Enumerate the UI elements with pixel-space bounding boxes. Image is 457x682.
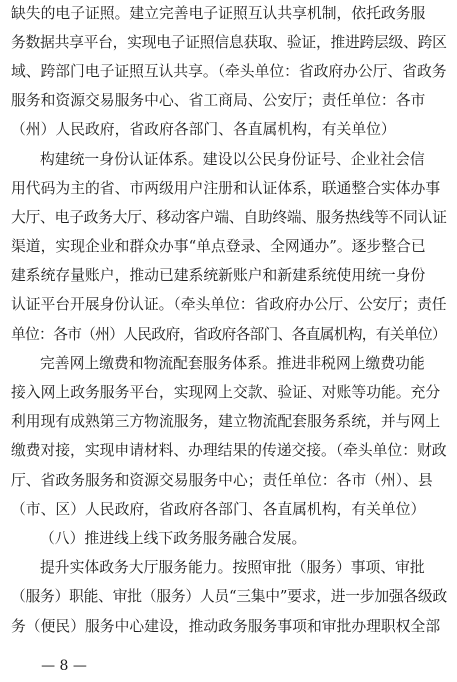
text-line: 接入网上政务服务平台，实现网上交款、验证、对账等功能。充分 bbox=[11, 384, 441, 401]
text-line: 利用现有成熟第三方物流服务，建立物流配套服务系统，并与网上 bbox=[11, 413, 441, 430]
text-line: 域、跨部门电子证照互认共享。（牵头单位：省政府办公厅、省政务 bbox=[11, 63, 447, 80]
text-line: （服务）职能、审批（服务）人员“三集中”要求，进一步加强各级政 bbox=[11, 588, 447, 605]
paragraph-heading-line: 构建统一身份认证体系。建设以公民身份证号、企业社会信 bbox=[40, 151, 425, 168]
text-line: 大厅、电子政务大厅、移动客户端、自助终端、服务热线等不同认证 bbox=[11, 209, 447, 226]
text-line: 服务和资源交易服务中心、省工商局、公安厅；责任单位：各市 bbox=[11, 92, 426, 109]
text-line: 认证平台开展身份认证。（牵头单位：省政府办公厅、公安厅；责任 bbox=[11, 296, 447, 313]
paragraph-heading-line: 完善网上缴费和物流配套服务体系。推进非税网上缴费功能 bbox=[40, 355, 425, 372]
text-line: 务数据共享平台，实现电子证照信息获取、验证，推进跨层级、跨区 bbox=[11, 34, 447, 51]
page-number: — 8 — bbox=[41, 658, 87, 674]
text-line: 厅、省政务服务和资源交易服务中心；责任单位：各市（州）、县 bbox=[11, 472, 433, 489]
paragraph-heading-line: 提升实体政务大厅服务能力。按照审批（服务）事项、审批 bbox=[40, 559, 425, 576]
text-line: （市、区）人民政府，省政府各部门、各直属机构，有关单位） bbox=[11, 501, 426, 518]
text-line: 用代码为主的省、市两级用户注册和认证体系，联通整合实体办事 bbox=[11, 180, 441, 197]
text-line: 渠道，实现企业和群众办事“单点登录、全网通办”。逐步整合已 bbox=[11, 238, 426, 255]
text-line: 务（便民）服务中心建设，推动政务服务事项和审批办理职权全部 bbox=[11, 618, 441, 635]
text-line: 单位：各市（州）人民政府，省政府各部门、各直属机构，有关单位） bbox=[11, 326, 446, 343]
text-line: 缺失的电子证照。建立完善电子证照互认共享机制，依托政务服 bbox=[11, 5, 426, 22]
text-line: 缴费对接，实现申请材料、办理结果的传递交接。（牵头单位：财政 bbox=[11, 442, 447, 459]
section-heading: （八）推进线上线下政务服务融合发展。 bbox=[40, 530, 307, 547]
text-line: （州）人民政府，省政府各部门、各直属机构，有关单位） bbox=[11, 121, 396, 138]
text-line: 建系统存量账户，推动已建系统新账户和新建系统使用统一身份 bbox=[11, 267, 426, 284]
